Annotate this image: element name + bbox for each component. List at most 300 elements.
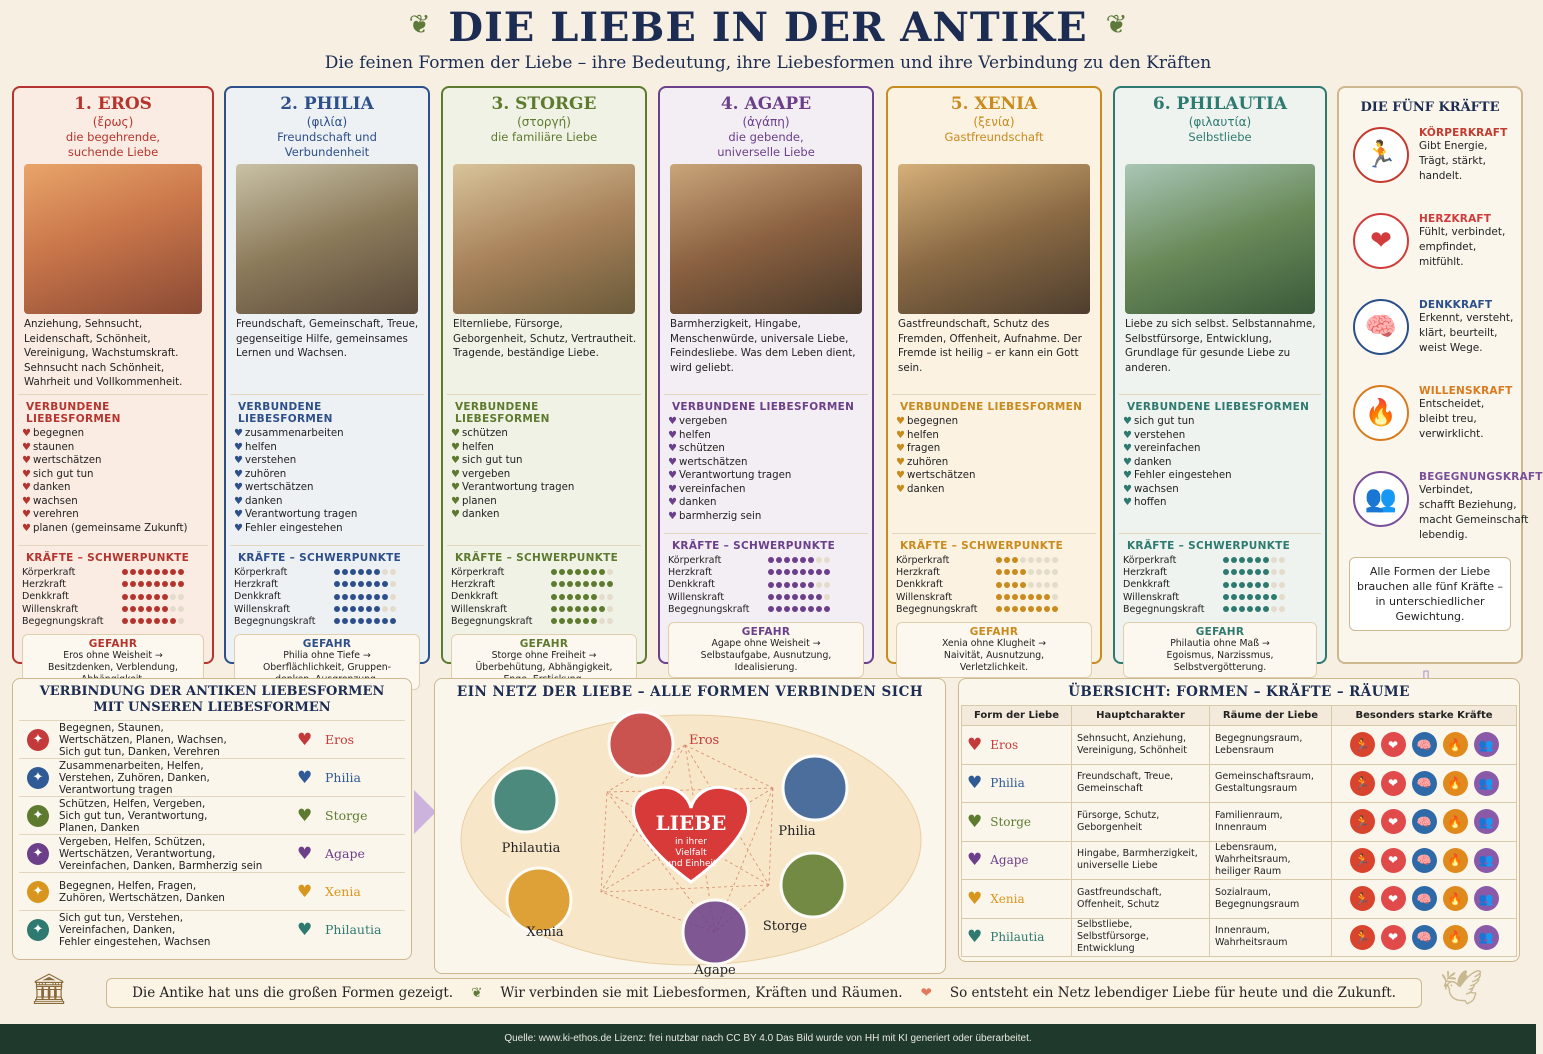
form-label: vereinfachen (1134, 443, 1201, 454)
rating-dot (575, 581, 581, 587)
column-name: 3. STORGE (491, 94, 597, 114)
danger-box (668, 622, 864, 678)
form-label: helfen (907, 429, 939, 441)
network-node (507, 868, 571, 940)
form-label: danken (1134, 456, 1172, 468)
form-name: Xenia (990, 891, 1025, 906)
rating-dot (358, 606, 364, 612)
force-dots (334, 606, 396, 612)
heart-bullet-icon: ♥ (22, 455, 31, 466)
spaces-cell: Sozialraum, Begegnungsraum (1210, 880, 1332, 919)
force-label: Denkkraft (451, 591, 498, 603)
force-row (451, 566, 637, 578)
rating-dot (178, 594, 184, 600)
heart-bullet-icon: ♥ (668, 483, 677, 495)
group-icon: 👥 (1474, 771, 1499, 796)
rating-dot (551, 606, 557, 612)
rating-dot (374, 594, 380, 600)
force-label: Begegnungskraft (22, 615, 104, 627)
form-label: zusammenarbeiten (245, 428, 344, 439)
heart-bullet-icon: ♥ (234, 522, 243, 534)
rating-dot (334, 581, 340, 587)
brain-head-icon: 🧠 (1412, 809, 1437, 834)
running-person-icon: 🏃 (1350, 809, 1375, 834)
overview-row (962, 880, 1517, 919)
flame-icon: 🔥 (1353, 385, 1409, 441)
rating-dot (162, 581, 168, 587)
connected-forms-list (226, 427, 428, 545)
force-row (234, 591, 420, 603)
heart-bullet-icon: ♥ (234, 482, 243, 493)
force-row (234, 603, 420, 615)
forces-list (1339, 115, 1543, 545)
rating-dot (1223, 557, 1229, 563)
column-greek: (ἀγάπη) (742, 115, 790, 129)
heart-bullet-icon: ♥ (1123, 483, 1132, 495)
node-illustration (507, 868, 571, 932)
form-label: Fehler eingestehen (1134, 470, 1232, 481)
danger-text: Philautia ohne Maß → Egoismus, Narzissmus, Selbstvergötterung. (1166, 638, 1274, 673)
rating-dot (138, 594, 144, 600)
rating-dot (768, 606, 774, 612)
danger-title: GEFAHR (302, 638, 352, 650)
rating-dot (1036, 557, 1042, 563)
overview-table (961, 705, 1517, 957)
rating-dot (816, 582, 822, 588)
rating-dot (768, 594, 774, 600)
form-name-wrap (967, 811, 1066, 832)
rating-dot (591, 606, 597, 612)
rating-dot (1020, 582, 1026, 588)
rating-dot (1271, 582, 1277, 588)
rating-dot (342, 618, 348, 624)
col-header-forces: Besonders starke Kräfte (1332, 706, 1517, 726)
force-dots (551, 569, 613, 575)
heart-bullet-icon: ♥ (668, 470, 677, 481)
force-text (1419, 385, 1512, 442)
rating-dot (1271, 594, 1277, 600)
heart-icon: ♥ (967, 927, 983, 948)
rating-dot (358, 618, 364, 624)
force-label: Willenskraft (451, 603, 508, 615)
rating-dot (1247, 557, 1253, 563)
form-item (1123, 496, 1317, 510)
rating-dot (567, 569, 573, 575)
node-illustration (609, 712, 673, 776)
rating-dot (122, 606, 128, 612)
spaces-cell: Familienraum, Innenraum (1210, 803, 1332, 842)
heart-icon: ♥ (297, 881, 313, 902)
connected-forms-heading: VERBUNDENE LIEBESFORMEN (18, 394, 208, 427)
force-dots (768, 582, 830, 588)
rating-dot (551, 569, 557, 575)
character-cell: Hingabe, Barmherzigkeit, universelle Liebe (1072, 841, 1210, 880)
rating-dot (1044, 569, 1050, 575)
force-dots (768, 569, 830, 575)
force-row (451, 591, 637, 603)
rating-dot (162, 618, 168, 624)
rating-dot (350, 569, 356, 575)
heart-bullet-icon: ♥ (22, 522, 31, 534)
form-label: danken (462, 509, 500, 520)
column-greek: (φιλία) (306, 115, 348, 129)
force-label: Denkkraft (668, 579, 715, 591)
force-row (22, 578, 204, 590)
character-cell: Freundschaft, Treue, Gemeinschaft (1072, 764, 1210, 803)
rating-dot (575, 618, 581, 624)
force-label: Begegnungskraft (451, 615, 533, 627)
rating-dot (122, 618, 128, 624)
rating-dot (390, 569, 396, 575)
heart-bullet-icon: ♥ (22, 428, 31, 439)
heart-bullet-icon: ♥ (234, 455, 243, 466)
rating-dot (1223, 569, 1229, 575)
force-row (451, 603, 637, 615)
form-name: Philia (990, 776, 1025, 791)
rating-dot (1052, 582, 1058, 588)
form-label: helfen (462, 441, 494, 453)
rating-dot (1223, 606, 1229, 612)
rating-dot (567, 618, 573, 624)
form-label: barmherzig sein (679, 510, 762, 522)
force-name: BEGEGNUNGSKRAFT (1419, 471, 1543, 483)
center-subtitle: in ihrer (674, 837, 708, 847)
rating-dot (130, 581, 136, 587)
center-subtitle: Vielfalt (675, 848, 707, 858)
force-row (1123, 566, 1317, 578)
form-item (22, 468, 204, 482)
force-item (1353, 459, 1543, 545)
laurel-right-icon: ❦ (1105, 10, 1128, 40)
heart-bullet-icon: ♥ (451, 455, 460, 466)
force-row (668, 554, 864, 566)
column-subtitle: Selbstliebe (1188, 130, 1252, 144)
node-label: Eros (689, 733, 720, 748)
rating-dot (122, 569, 128, 575)
form-name-wrap (967, 734, 1066, 755)
rating-dot (808, 594, 814, 600)
center-title: LIEBE (655, 811, 727, 835)
form-item (896, 483, 1092, 497)
rating-dot (146, 618, 152, 624)
love-form-column (441, 86, 647, 673)
rating-dot (768, 569, 774, 575)
arrow-right-icon (414, 790, 436, 834)
form-name-wrap (967, 773, 1066, 794)
people-icon: ✦ (27, 767, 49, 789)
heart-icon: ❤ (1353, 213, 1409, 269)
illustration-image (24, 164, 202, 314)
character-cell: Fürsorge, Schutz, Geborgenheit (1072, 803, 1210, 842)
flame-icon: 🔥 (1443, 771, 1468, 796)
rating-dot (559, 594, 565, 600)
heart-bullet-icon: ♥ (451, 468, 460, 480)
rating-dot (1255, 582, 1261, 588)
rating-dot (559, 618, 565, 624)
rating-dot (382, 606, 388, 612)
node-illustration (683, 900, 747, 964)
force-item (1353, 201, 1521, 287)
node-label: Storge (762, 919, 808, 934)
rating-dot (824, 557, 830, 563)
rating-dot (1247, 594, 1253, 600)
form-label: verstehen (245, 455, 297, 466)
rating-dot (607, 594, 613, 600)
heart-icon: ❤ (1381, 771, 1406, 796)
flame-icon: 🔥 (1443, 925, 1468, 950)
node-illustration (781, 853, 845, 917)
form-label: wachsen (1134, 483, 1179, 495)
force-row (896, 603, 1092, 615)
column-header (660, 88, 872, 164)
rating-dot (138, 618, 144, 624)
rating-dot (816, 606, 822, 612)
force-row (1123, 579, 1317, 591)
form-label: planen (462, 495, 497, 507)
force-row (1123, 591, 1317, 603)
form-item (668, 415, 864, 429)
node-illustration (493, 768, 557, 832)
rating-dot (800, 557, 806, 563)
force-row (1123, 603, 1317, 615)
rating-dot (607, 569, 613, 575)
force-row (234, 566, 420, 578)
rating-dot (1263, 606, 1269, 612)
force-label: Körperkraft (451, 566, 505, 578)
rating-dot (1231, 557, 1237, 563)
form-label: vereinfachen (679, 483, 746, 495)
force-label: Körperkraft (234, 566, 288, 578)
center-subtitle: und Einheit (665, 859, 717, 869)
force-row (668, 566, 864, 578)
connected-forms-heading: VERBUNDENE LIEBESFORMEN (230, 394, 424, 427)
rating-dot (1012, 569, 1018, 575)
forces-heading: KRÄFTE – SCHWERPUNKTE (18, 545, 208, 566)
form-item (1123, 415, 1317, 429)
force-dots (996, 557, 1058, 563)
forces-heading: KRÄFTE – SCHWERPUNKTE (664, 533, 868, 554)
rating-dot (1247, 606, 1253, 612)
force-row (22, 566, 204, 578)
flame-icon: 🔥 (1443, 848, 1468, 873)
rating-dot (170, 594, 176, 600)
rating-dot (1279, 569, 1285, 575)
running-person-icon: 🏃 (1350, 886, 1375, 911)
force-label: Willenskraft (896, 591, 953, 603)
running-person-icon: 🏃 (1350, 771, 1375, 796)
force-dots (768, 557, 830, 563)
overview-row (962, 918, 1517, 957)
rating-dot (350, 594, 356, 600)
rating-dot (784, 569, 790, 575)
rating-dot (342, 606, 348, 612)
link-forms-text: Begegnen, Helfen, Fragen, Zuhören, Wertschätzen, Danken (59, 879, 225, 904)
heart-bullet-icon: ♥ (234, 468, 243, 480)
force-label: Begegnungskraft (234, 615, 316, 627)
overview-title: ÜBERSICHT: FORMEN – KRÄFTE – RÄUME (1068, 684, 1410, 700)
love-form-column (658, 86, 874, 673)
rating-dot (575, 569, 581, 575)
forces-rating (443, 566, 645, 634)
force-row (896, 566, 1092, 578)
column-subtitle: Freundschaft und Verbundenheit (277, 130, 377, 159)
col-header-form: Form der Liebe (962, 706, 1072, 726)
form-item (22, 508, 204, 522)
forces-icons (1337, 848, 1511, 873)
force-dots (996, 569, 1058, 575)
overview-row (962, 841, 1517, 880)
form-cell (962, 918, 1072, 957)
connected-forms-list (660, 415, 872, 533)
people-icon: ✦ (27, 843, 49, 865)
rating-dot (382, 569, 388, 575)
rating-dot (1052, 606, 1058, 612)
rating-dot (178, 581, 184, 587)
form-label: vergeben (462, 468, 511, 480)
link-row (19, 872, 405, 910)
form-item (234, 441, 420, 455)
laurel-left-icon: ❦ (408, 10, 431, 40)
rating-dot (1255, 557, 1261, 563)
brain-head-icon: 🧠 (1412, 925, 1437, 950)
force-item (1353, 373, 1521, 459)
rating-dot (146, 581, 152, 587)
bottom-banner (106, 978, 1422, 1008)
force-dots (122, 618, 184, 624)
heart-icon: ❤ (1381, 732, 1406, 757)
rating-dot (358, 581, 364, 587)
link-forms-text: Zusammenarbeiten, Helfen, Verstehen, Zuhören, Danken, Verantwortung tragen (59, 759, 210, 796)
rating-dot (1012, 557, 1018, 563)
column-name: 5. XENIA (950, 94, 1038, 114)
force-desc: Erkennt, versteht, klärt, beurteilt, weist Wege. (1419, 312, 1514, 354)
rating-dot (146, 569, 152, 575)
rating-dot (1239, 606, 1245, 612)
heart-icon: ❤ (1381, 848, 1406, 873)
rating-dot (824, 569, 830, 575)
rating-dot (824, 606, 830, 612)
form-label: wertschätzen (245, 482, 314, 493)
column-greek: (φιλαυτία) (1188, 115, 1252, 129)
form-label: danken (33, 482, 71, 493)
rating-dot (591, 569, 597, 575)
forces-heading: KRÄFTE – SCHWERPUNKTE (230, 545, 424, 566)
rating-dot (1036, 582, 1042, 588)
form-item (451, 508, 637, 522)
love-form-column (224, 86, 430, 673)
love-form-name: Xenia (325, 884, 361, 899)
links-title: VERBINDUNG DER ANTIKEN LIEBESFORMEN MIT UNSEREN LIEBESFORMEN (39, 684, 385, 715)
rating-dot (776, 582, 782, 588)
form-item (1123, 442, 1317, 456)
form-cell (962, 841, 1072, 880)
column-name: 2. PHILIA (280, 94, 374, 114)
heart-bullet-icon: ♥ (451, 482, 460, 493)
rating-dot (1271, 557, 1277, 563)
rating-dot (366, 594, 372, 600)
force-row (22, 615, 204, 627)
rating-dot (1044, 557, 1050, 563)
rating-dot (334, 618, 340, 624)
rating-dot (583, 594, 589, 600)
force-dots (551, 606, 613, 612)
rating-dot (1020, 569, 1026, 575)
rating-dot (1255, 606, 1261, 612)
heart-bullet-icon: ♥ (668, 416, 677, 427)
love-network-panel (434, 678, 946, 978)
rating-dot (334, 569, 340, 575)
form-label: schützen (462, 428, 508, 439)
rating-dot (178, 606, 184, 612)
banner-text-2: Wir verbinden sie mit Liebesformen, Kräften und Räumen. (500, 985, 903, 1001)
group-icon: 👥 (1353, 471, 1409, 527)
form-item (896, 456, 1092, 470)
rating-dot (575, 594, 581, 600)
form-label: begegnen (907, 416, 959, 427)
rating-dot (1012, 582, 1018, 588)
forces-icons (1337, 925, 1511, 950)
network-node (493, 768, 561, 856)
danger-text: Eros ohne Weisheit → Besitzdenken, Verblendung, (48, 650, 178, 673)
column-description: Liebe zu sich selbst. Selbstannahme, Selbstfürsorge, Entwicklung, Grundlage für gesunde Liebe zu anderen. (1125, 318, 1316, 374)
column-description: Freundschaft, Gemeinschaft, Treue, gegenseitige Hilfe, gemeinsames Lernen und Wachsen. (236, 318, 419, 359)
danger-text: Storge ohne Freiheit → Überbehütung, Abhängigkeit, (475, 650, 613, 673)
forces-rating (1115, 554, 1325, 622)
column-header (14, 88, 212, 164)
form-item (1123, 429, 1317, 443)
form-item (22, 495, 204, 509)
form-label: Verantwortung tragen (245, 509, 358, 520)
rating-dot (366, 569, 372, 575)
column-description: Gastfreundschaft, Schutz des Fremden, Offenheit, Aufnahme. Der Fremde ist heilig – er kann ein Gott sein. (898, 318, 1082, 374)
forces-cell (1332, 803, 1517, 842)
rating-dot (146, 606, 152, 612)
rating-dot (776, 594, 782, 600)
form-item (234, 454, 420, 468)
rating-dot (1004, 569, 1010, 575)
force-label: Begegnungskraft (896, 603, 978, 615)
dove-icon: 🕊 (1440, 968, 1484, 1008)
rating-dot (1028, 606, 1034, 612)
rating-dot (1271, 606, 1277, 612)
column-header (888, 88, 1100, 164)
heart-icon: ❤ (1381, 925, 1406, 950)
heart-icon: ♥ (297, 767, 313, 788)
rating-dot (800, 606, 806, 612)
rating-dot (808, 569, 814, 575)
form-label: sich gut tun (462, 455, 523, 466)
heart-icon: ♥ (967, 734, 983, 755)
form-item (234, 508, 420, 522)
rating-dot (800, 569, 806, 575)
love-form-name: Storge (325, 808, 368, 823)
page-title: DIE LIEBE IN DER ANTIKE (448, 4, 1088, 51)
group-icon: 👥 (1474, 925, 1499, 950)
form-label: verehren (33, 509, 79, 520)
column-name: 4. AGAPE (720, 94, 812, 114)
rating-dot (366, 618, 372, 624)
rating-dot (1279, 582, 1285, 588)
rating-dot (1044, 606, 1050, 612)
force-label: Herzkraft (896, 566, 941, 578)
running-person-icon: 🏃 (1350, 732, 1375, 757)
column-header (226, 88, 428, 164)
rating-dot (1279, 594, 1285, 600)
rating-dot (162, 594, 168, 600)
rating-dot (792, 594, 798, 600)
rating-dot (792, 557, 798, 563)
force-dots (768, 594, 830, 600)
